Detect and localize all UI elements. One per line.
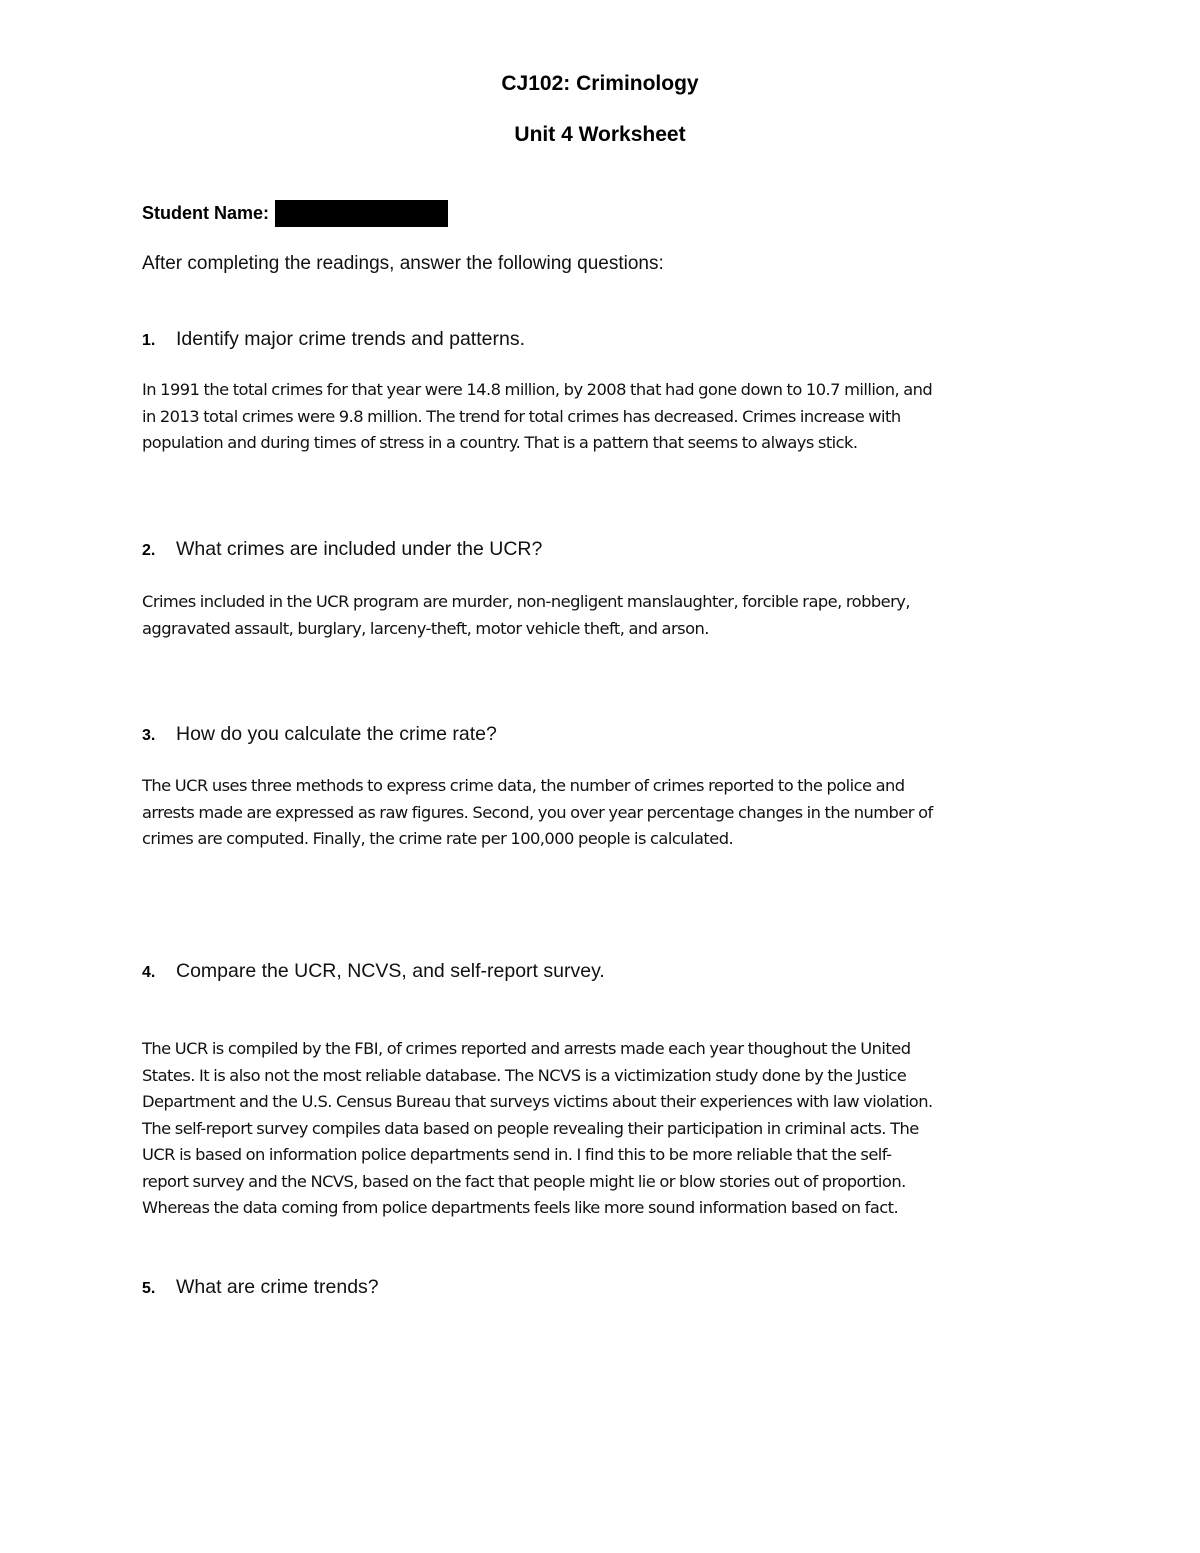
question-number: 5. <box>142 1280 156 1297</box>
question-number: 4. <box>142 964 156 981</box>
question-number: 1. <box>142 332 156 349</box>
instructions-text: After completing the readings, answer the following questions: <box>142 253 664 274</box>
answer-line: Department and the U.S. Census Bureau that surveys victims about their experiences with law violation. <box>142 1092 933 1111</box>
question-1 <box>142 325 525 353</box>
student-name-row <box>142 199 448 227</box>
answer-line: crimes are computed. Finally, the crime rate per 100,000 people is calculated. <box>142 829 734 848</box>
answer-line: report survey and the NCVS, based on the fact that people might lie or blow stories out of proportion. <box>142 1171 906 1191</box>
answer-line: UCR is based on information police departments send in. I find this to be more reliable that the self- <box>142 1145 892 1164</box>
answer-2 <box>142 589 1072 642</box>
redacted-student-name <box>275 200 448 227</box>
course-title: CJ102: Criminology <box>501 72 699 95</box>
answer-4 <box>142 1036 1072 1222</box>
answer-line: Whereas the data coming from police departments feels like more sound information based on fact. <box>142 1198 899 1217</box>
answer-3 <box>142 773 1072 853</box>
question-number: 2. <box>142 542 156 559</box>
question-2 <box>142 535 542 563</box>
answer-1 <box>142 377 1072 457</box>
answer-line: The UCR is compiled by the FBI, of crimes reported and arrests made each year thoughout the United <box>142 1039 911 1058</box>
answer-line: States. It is also not the most reliable database. The NCVS is a victimization study done by the Justice <box>142 1065 907 1085</box>
question-text: What crimes are included under the UCR? <box>176 538 543 560</box>
question-number: 3. <box>142 727 156 744</box>
question-5 <box>142 1273 379 1301</box>
student-name-label: Student Name: <box>142 203 270 223</box>
question-text: Identify major crime trends and patterns. <box>176 328 525 350</box>
question-text: Compare the UCR, NCVS, and self-report survey. <box>176 960 605 982</box>
question-3 <box>142 720 497 748</box>
question-text: What are crime trends? <box>176 1276 379 1298</box>
answer-line: in 2013 total crimes were 9.8 million. The trend for total crimes has decreased. Crimes increase with <box>142 406 901 426</box>
answer-line: Crimes included in the UCR program are murder, non-negligent manslaughter, forcible rape, robbery, <box>142 592 910 611</box>
answer-line: The UCR uses three methods to express crime data, the number of crimes reported to the police and <box>142 776 905 795</box>
answer-line: aggravated assault, burglary, larceny-theft, motor vehicle theft, and arson. <box>142 618 709 638</box>
answer-line: arrests made are expressed as raw figures. Second, you over year percentage changes in the number of <box>142 802 933 822</box>
answer-line: population and during times of stress in a country. That is a pattern that seems to always stick. <box>142 433 858 452</box>
answer-line: The self-report survey compiles data based on people revealing their participation in criminal acts. The <box>142 1118 919 1138</box>
question-4 <box>142 957 605 985</box>
answer-line: In 1991 the total crimes for that year were 14.8 million, by 2008 that had gone down to 10.7 million, and <box>142 380 933 399</box>
question-text: How do you calculate the crime rate? <box>176 723 497 745</box>
worksheet-title: Unit 4 Worksheet <box>514 123 686 146</box>
